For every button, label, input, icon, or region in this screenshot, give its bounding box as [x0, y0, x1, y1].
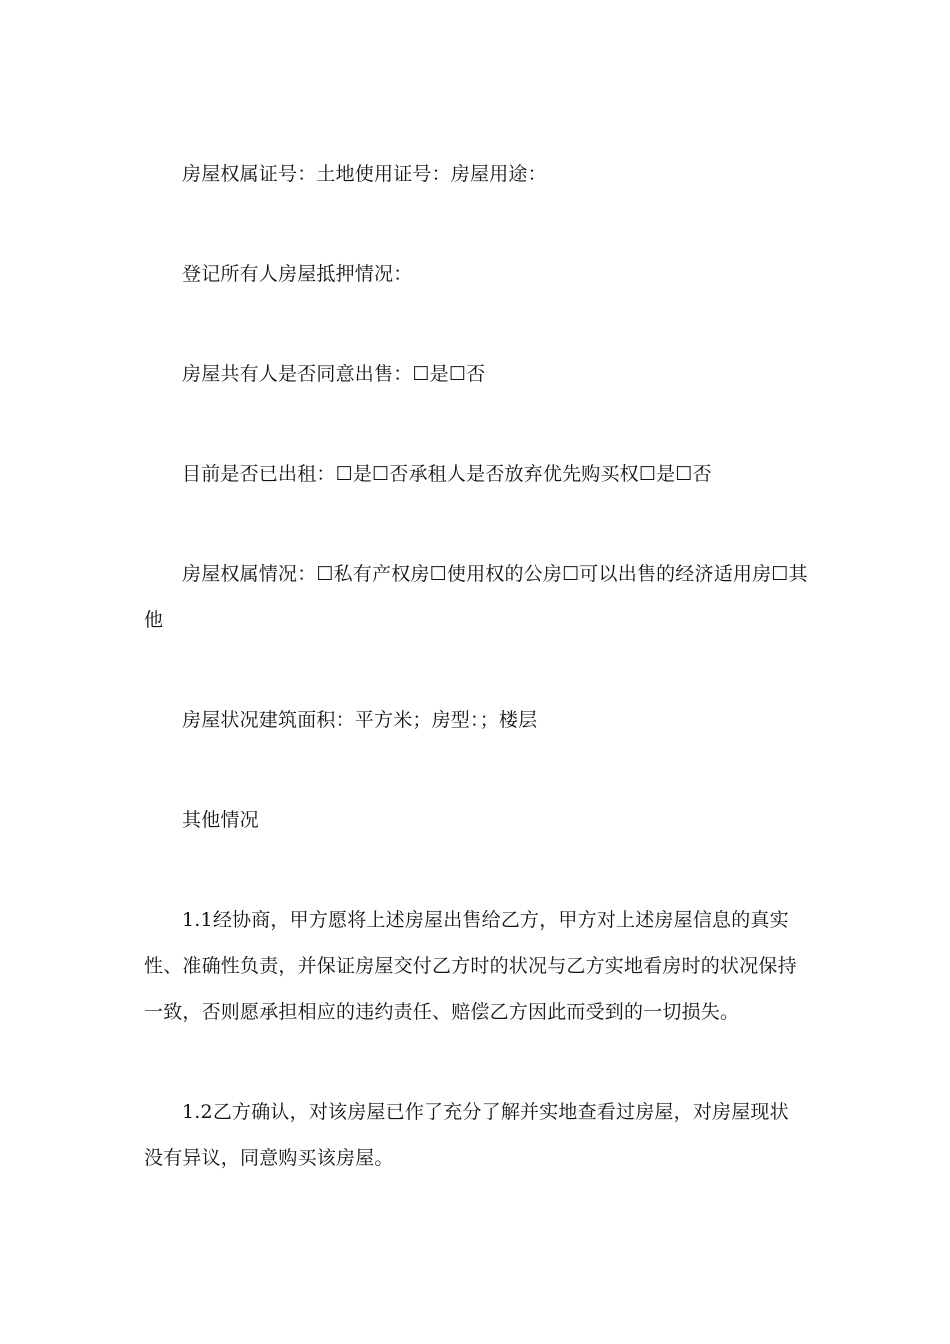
- paragraph-clause-1-1: 1.1经协商，甲方愿将上述房屋出售给乙方，甲方对上述房屋信息的真实性、准确性负责，并保证房屋交付乙方时的状况与乙方实地看房时的状况保持一致，否则愿承担相应的违约责任、赔偿乙方因此而受到的一切损失。: [144, 909, 797, 1023]
- paragraph-mortgage-status: 登记所有人房屋抵押情况：: [182, 263, 413, 285]
- paragraph-other-info: 其他情况: [182, 809, 259, 831]
- paragraph-co-owner-consent: 房屋共有人是否同意出售：☐是☐否: [182, 363, 486, 385]
- paragraph-property-condition: 房屋状况建筑面积：平方米；房型：；楼层: [182, 709, 538, 731]
- paragraph-property-ownership-number: 房屋权属证号：土地使用证号：房屋用途：: [182, 163, 547, 185]
- paragraph-rental-status: 目前是否已出租：☐是☐否承租人是否放弃优先购买权☐是☐否: [182, 463, 712, 485]
- paragraph-clause-1-2: 1.2乙方确认，对该房屋已作了充分了解并实地查看过房屋，对房屋现状没有异议，同意购买该房屋。: [144, 1101, 789, 1169]
- paragraph-ownership-type: 房屋权属情况：☐私有产权房☐使用权的公房☐可以出售的经济适用房☐其他: [144, 563, 808, 631]
